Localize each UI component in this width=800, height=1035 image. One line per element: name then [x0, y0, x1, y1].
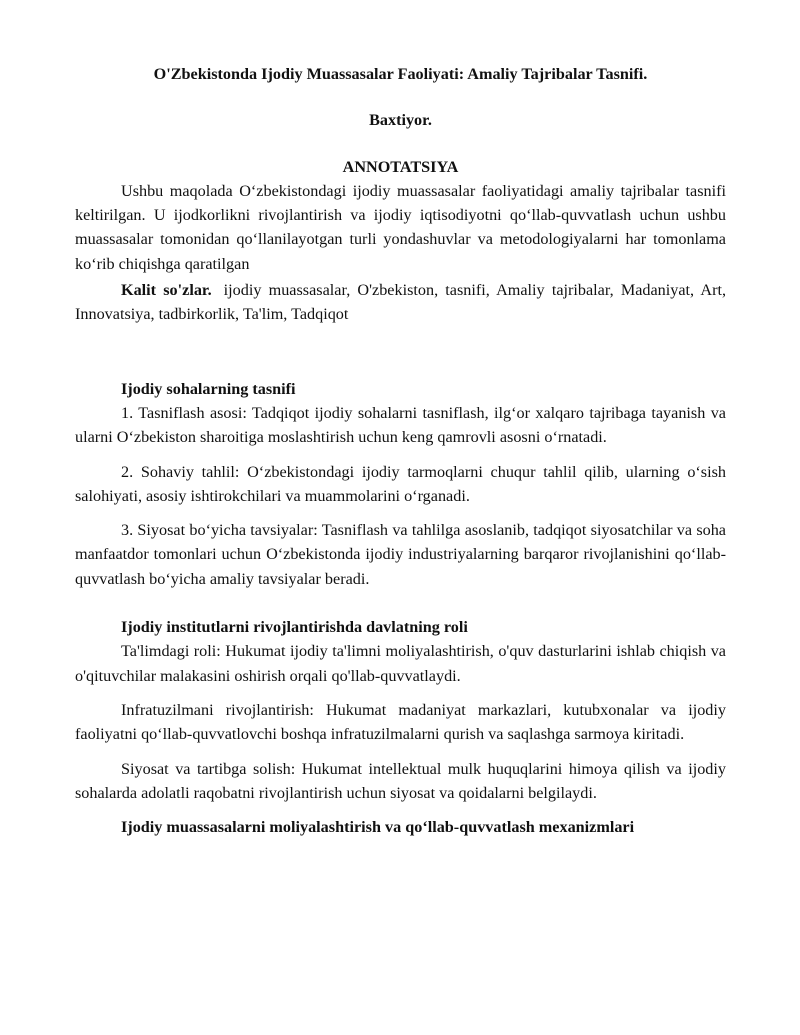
section-paragraph: Ta'limdagi roli: Hukumat ijodiy ta'limni moliyalashtirish, o'quv dasturlarini ishlab chiqish va o'qituvchilar malakasini oshirish orqali qo'llab-quvvatlaydi.	[75, 642, 726, 685]
document-page	[75, 62, 726, 839]
section-paragraph: 2. Sohaviy tahlil: O‘zbekistondagi ijodiy tarmoqlarni chuqur tahlil qilib, ularning o‘sish salohiyati, asosiy ishtirokchilari va muammolarini o‘rganadi.	[75, 462, 726, 505]
section-heading: Ijodiy institutlarni rivojlantirishda davlatning roli	[121, 618, 468, 637]
section-paragraph: Siyosat va tartibga solish: Hukumat intellektual mulk huquqlarini himoya qilish va ijodiy sohalarda adolatli raqobatni rivojlantirish uchun siyosat va qoidalarni belgilaydi.	[75, 759, 726, 802]
section-paragraph: Infratuzilmani rivojlantirish: Hukumat madaniyat markazlari, kutubxonalar va ijodiy faoliyatni qo‘llab-quvvatlovchi boshqa infratuzilmalarni qurish va saqlashga sarmoya kiritadi.	[75, 700, 726, 744]
section-heading: Ijodiy sohalarning tasnifi	[121, 379, 296, 398]
section-heading: Ijodiy muassasalarni moliyalashtirish va qo‘llab-quvvatlash mexanizmlari	[121, 818, 635, 837]
keywords-paragraph	[75, 278, 726, 327]
paper-title: O'Zbekistonda Ijodiy Muassasalar Faoliyati: Amaliy Tajribalar Tasnifi.	[153, 65, 648, 83]
keywords-label: Kalit so'zlar.	[121, 281, 212, 300]
section-paragraph: 1. Tasniflash asosi: Tadqiqot ijodiy sohalarni tasniflash, ilg‘or xalqaro tajribaga tayanish va ularni O‘zbekiston sharoitiga moslashtirish uchun keng qamrovli asosni o‘rnatadi.	[75, 403, 726, 447]
section-paragraph: 3. Siyosat bo‘yicha tavsiyalar: Tasniflash va tahlilga asoslanib, tadqiqot siyosatchilar va soha manfaatdor tomonlari uchun O‘zbekistonda ijodiy industriyalarning barqaror rivojlanishini qo‘llab-quvvatlash bo‘yicha amaliy tavsiyalar beradi.	[75, 521, 726, 588]
keywords-list: ijodiy muassasalar, O'zbekiston, tasnifi, Amaliy tajribalar, Madaniyat, Art, Innovatsiya, tadbirkorlik, Ta'lim, Tadqiqot	[75, 281, 727, 324]
annotation-heading: ANNOTATSIYA	[342, 157, 459, 176]
author-name: Baxtiyor.	[369, 111, 432, 130]
annotation-text: Ushbu maqolada O‘zbekistondagi ijodiy muassasalar faoliyatidagi amaliy tajribalar tasnifi keltirilgan. U ijodkorlikni rivojlantirish va ijodiy iqtisodiyotni qo‘llab-quvvatlash uchun ushbu muassasalar tomonidan qo‘llanilayotgan turli yondashuvlar va metodologiyalarni har tomonlama ko‘rib chiqishga qaratilgan	[75, 181, 726, 273]
